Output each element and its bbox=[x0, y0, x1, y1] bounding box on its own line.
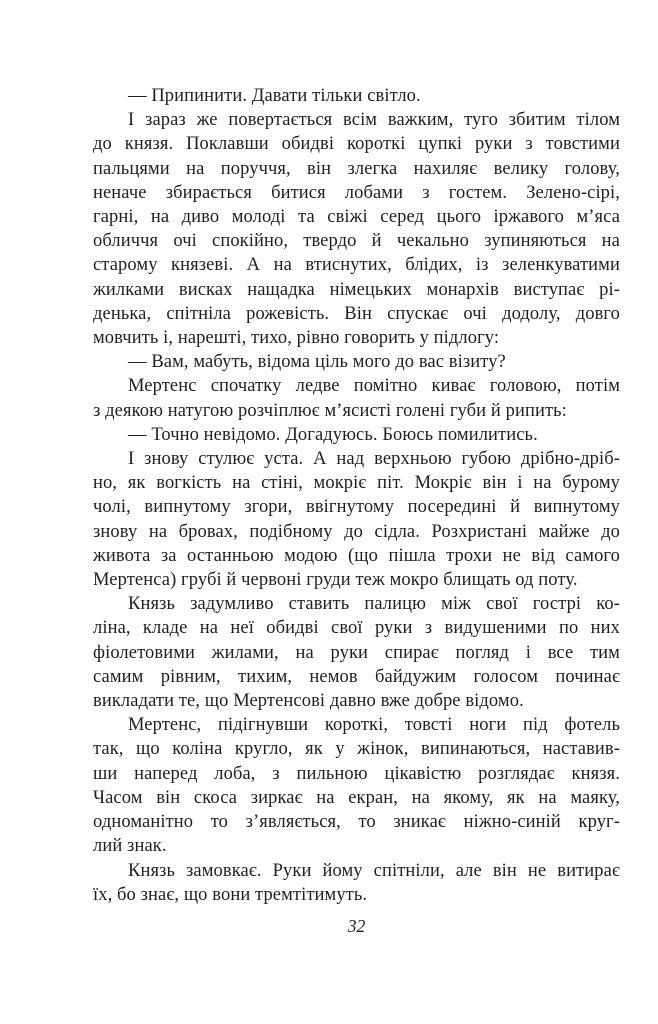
text-line: — Вам, мабуть, відома ціль мого до вас візиту? bbox=[128, 352, 506, 373]
text-line: самим рівним, тихим, немов байдужим голосом починає bbox=[93, 666, 620, 687]
text-line: чолі, випнутому згори, ввігнутому посередині й випнутому bbox=[93, 497, 620, 518]
dialogue-paragraph bbox=[93, 350, 620, 374]
text-line: Мертенс, підігнувши короткі, товсті ноги під фотель bbox=[128, 715, 620, 736]
text-line: но, як вогкість на стіні, мокріє піт. Мокріє він і на бурому bbox=[93, 473, 620, 494]
text-line: — Точно невідомо. Догадуюсь. Боюсь помилитись. bbox=[128, 424, 538, 445]
text-line: викладати те, що Мертенсові давно вже добре відомо. bbox=[93, 691, 524, 712]
text-line: Князь замовкає. Руки йому спітніли, але він не витирає bbox=[128, 860, 620, 881]
dialogue-paragraph bbox=[93, 423, 620, 447]
text-line: так, що коліна кругло, як у жінок, випинаються, наставив- bbox=[93, 739, 620, 760]
prose-paragraph bbox=[93, 374, 620, 422]
text-line: неначе збирається битися лобами з гостем. Зелено-сірі, bbox=[93, 182, 620, 203]
text-line: обличчя очі спокійно, твердо й чекально зупиняються на bbox=[93, 231, 620, 252]
text-line: І знову стулює уста. А над верхньою губою дрібно-дріб- bbox=[128, 449, 620, 470]
text-line: з деякою натугою розчіплює м’ясисті голені губи й рипить: bbox=[93, 400, 567, 421]
page-number: 32 bbox=[347, 916, 366, 936]
text-line: знову на бровах, подібному до сідла. Розхристані майже до bbox=[93, 521, 620, 542]
text-line: одноманітно то з’являється, то зникає ніжно-синій круг- bbox=[93, 812, 620, 833]
text-line: мовчить і, нарешті, тихо, рівно говорить у підлогу: bbox=[93, 328, 500, 349]
text-line: Мертенс спочатку ледве помітно киває головою, потім bbox=[128, 376, 620, 397]
text-line: — Припинити. Давати тільки світло. bbox=[128, 86, 421, 106]
text-line: гарні, на диво молоді та свіжі серед цього іржавого м’яса bbox=[93, 207, 620, 228]
prose-paragraph bbox=[93, 713, 620, 858]
text-line: до князя. Поклавши обидві короткі цупкі руки з товстими bbox=[93, 134, 620, 155]
text-line: їх, бо знає, що вони тремтітимуть. bbox=[93, 884, 368, 905]
prose-paragraph bbox=[93, 108, 620, 350]
text-line: лий знак. bbox=[93, 836, 167, 857]
body-text bbox=[93, 84, 620, 907]
text-line: Часом він скоса зиркає на екран, на якому, як на маяку, bbox=[93, 787, 620, 808]
prose-paragraph bbox=[93, 447, 620, 592]
prose-paragraph bbox=[93, 859, 620, 907]
text-line: живота за останньою модою (що пішла трохи не від самого bbox=[93, 545, 620, 566]
text-line: ліна, кладе на неї обидві свої руки з видушеними по них bbox=[93, 618, 620, 639]
text-line: жилками висках нащадка німецьких монархів виступає рі- bbox=[93, 279, 620, 300]
text-line: фіолетовими жилами, на руки спирає погляд і все тим bbox=[93, 642, 620, 663]
text-line: ши наперед лоба, з пильною цікавістю розглядає князя. bbox=[93, 763, 620, 784]
text-line: старому князеві. А на втиснутих, блідих, із зеленкуватими bbox=[93, 255, 620, 276]
text-line: денька, спітніла рожевість. Він спускає очі додолу, довго bbox=[93, 303, 620, 324]
dialogue-paragraph bbox=[93, 84, 620, 108]
prose-paragraph bbox=[93, 592, 620, 713]
text-line: пальцями на поруччя, він злегка нахиляє велику голову, bbox=[93, 158, 620, 179]
text-line: І зараз же повертається всім важким, туго збитим тілом bbox=[128, 110, 620, 131]
text-line: Князь задумливо ставить палицю між свої гострі ко- bbox=[128, 594, 620, 615]
text-line: Мертенса) грубі й червоні груди теж мокро блищать од поту. bbox=[93, 570, 578, 591]
